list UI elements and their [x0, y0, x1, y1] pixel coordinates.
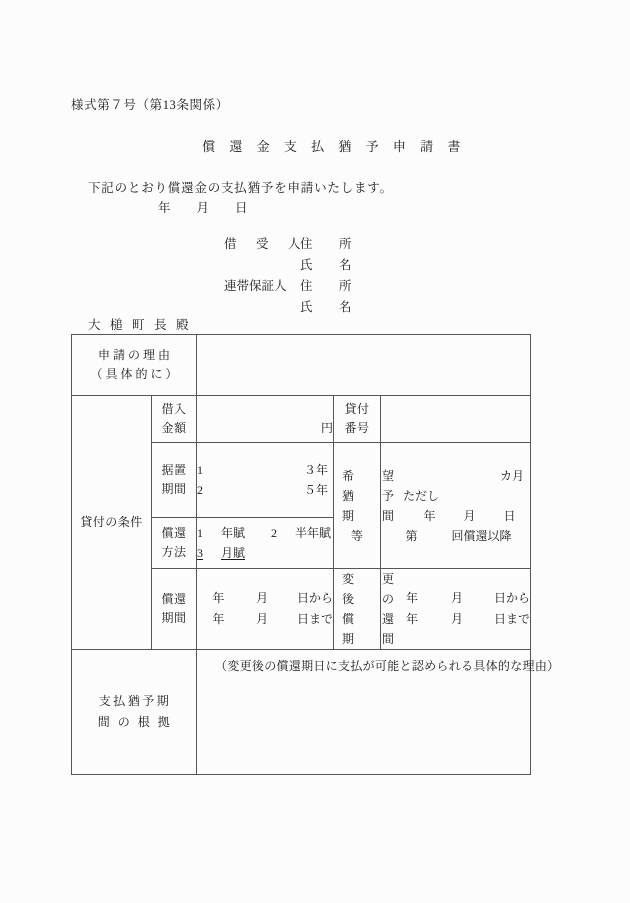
conditions-label: 貸付の条件	[80, 515, 143, 529]
date-day-label: 日	[235, 201, 248, 215]
hope-nth-prefix: 第	[405, 528, 418, 543]
basis-input-cell[interactable]	[197, 650, 560, 775]
deferment-option-2[interactable]	[197, 480, 333, 500]
changed-period-input-cell[interactable]	[381, 569, 531, 650]
repayment-period-label-line1: 償還	[161, 592, 187, 606]
repayment-method-opt2-num: 2	[271, 526, 278, 540]
loan-number-input-cell[interactable]	[381, 396, 531, 443]
hope-date-year: 年	[423, 508, 436, 523]
hope-nth-suffix: 回償還以降	[451, 528, 512, 543]
hope-deferment-label-cell	[334, 443, 403, 569]
repayment-period-to-line	[197, 609, 333, 630]
deferment-label-line1: 据置	[161, 463, 187, 477]
changed-period-to-day: 日まで	[494, 612, 531, 626]
changed-period-label-1: 変 更	[342, 572, 403, 586]
loan-amount-label-cell	[152, 396, 197, 443]
guarantor-name-label: 氏 名	[300, 300, 359, 314]
reason-label-cell	[72, 335, 197, 396]
hope-however-label: ただし	[403, 488, 440, 503]
hope-deferment-label-2: 猶 予	[342, 488, 403, 503]
basis-label-line1: 支払猶予期	[98, 694, 172, 708]
signature-block	[224, 234, 359, 318]
loan-amount-unit: 円	[321, 421, 334, 435]
deferment-option-2-value: ５年	[304, 483, 329, 497]
borrower-name-label: 氏 名	[300, 258, 359, 272]
repayment-period-to-year: 年	[212, 612, 225, 626]
loan-number-label-cell	[334, 396, 381, 443]
changed-period-label-2: 後 の	[342, 592, 403, 606]
basis-label-cell	[72, 650, 197, 775]
repayment-method-label-line2: 方法	[161, 545, 187, 559]
application-date-line	[158, 198, 248, 216]
repayment-method-options-cell[interactable]	[197, 518, 334, 569]
repayment-method-label-cell	[152, 518, 197, 569]
hope-deferment-input-cell[interactable]	[381, 443, 531, 569]
repayment-method-label-line1: 償還	[161, 526, 187, 540]
repayment-method-opt2-text: 半年賦	[295, 526, 332, 540]
conditions-label-cell	[72, 396, 152, 650]
loan-amount-input-cell[interactable]	[197, 396, 334, 443]
loan-number-label-line2: 番号	[344, 421, 370, 435]
repayment-method-opt3-text: 月賦	[221, 546, 246, 560]
reason-input-cell[interactable]	[197, 335, 531, 396]
changed-period-to-line	[381, 609, 530, 630]
guarantor-name-row	[224, 297, 359, 318]
changed-period-from-line	[381, 588, 530, 609]
repayment-method-line1[interactable]	[197, 523, 333, 543]
borrower-name-row	[224, 255, 359, 276]
repayment-period-from-day: 日から	[297, 591, 334, 605]
date-month-label: 月	[196, 201, 210, 215]
hope-deferment-label-3: 期 間	[342, 508, 403, 523]
borrower-address-row	[224, 234, 359, 255]
addressee-line: 大 槌 町 長 殿	[88, 318, 192, 332]
repayment-period-from-month: 月	[256, 591, 269, 605]
deferment-label-line2: 期間	[161, 482, 187, 496]
lead-paragraph: 下記のとおり償還金の支払猶予を申請いたします。	[88, 181, 393, 195]
repayment-method-opt3-num: 3	[197, 546, 204, 560]
basis-label-line2: 間 の 根 拠	[97, 715, 173, 729]
hope-date-day: 日	[503, 508, 516, 523]
table-row-basis	[72, 650, 531, 775]
repayment-method-line2[interactable]	[197, 543, 333, 563]
reason-label-line1: 申請の理由	[98, 348, 174, 362]
repayment-method-opt1-text: 年賦	[221, 526, 246, 540]
repayment-method-opt1-num: 1	[197, 526, 204, 540]
deferment-option-1[interactable]	[197, 460, 333, 480]
hope-date-month: 月	[463, 508, 476, 523]
loan-amount-label-line2: 金額	[161, 421, 187, 435]
borrower-label: 借 受 人	[224, 237, 305, 251]
repayment-period-from-year: 年	[212, 591, 225, 605]
table-row-loan-amount	[72, 396, 531, 443]
application-table	[71, 334, 560, 775]
borrower-address-label: 住 所	[300, 237, 359, 251]
repayment-period-from-line	[197, 588, 333, 609]
page-title: 償 還 金 支 払 猶 予 申 請 書	[202, 139, 466, 154]
changed-period-label-4: 期 間	[342, 632, 403, 646]
changed-period-from-month: 月	[451, 591, 464, 605]
table-row-reason	[72, 335, 531, 396]
basis-note: （変更後の償還期日に支払が可能と認められる具体的な理由）	[215, 659, 560, 673]
hope-deferment-label-1: 希 望	[342, 468, 403, 483]
form-number: 様式第７号（第13条関係）	[71, 98, 229, 112]
loan-amount-value	[197, 400, 333, 419]
reason-label-line2: （具体的に）	[90, 367, 181, 381]
guarantor-label: 連帯保証人	[224, 279, 287, 293]
hope-months-unit: カ月	[500, 468, 525, 483]
hope-date-line	[381, 506, 530, 526]
changed-period-from-year: 年	[406, 591, 419, 605]
hope-nth-line	[381, 526, 530, 546]
loan-amount-label-line1: 借入	[161, 402, 187, 416]
changed-period-to-month: 月	[451, 612, 464, 626]
deferment-option-1-num: 1	[197, 463, 204, 477]
deferment-options-cell[interactable]	[197, 443, 334, 518]
changed-period-label-3: 償 還	[342, 612, 403, 626]
guarantor-address-label: 住 所	[300, 279, 359, 293]
loan-number-label-line1: 貸付	[344, 402, 370, 416]
deferment-label-cell	[152, 443, 197, 518]
changed-period-to-year: 年	[406, 612, 419, 626]
deferment-option-2-num: 2	[197, 483, 204, 497]
date-year-label: 年	[158, 201, 171, 215]
repayment-period-input-cell[interactable]	[197, 569, 334, 650]
hope-deferment-label-4: 等	[351, 528, 364, 543]
deferment-option-1-value: ３年	[304, 463, 329, 477]
repayment-period-label-cell	[152, 569, 197, 650]
changed-period-from-day: 日から	[494, 591, 531, 605]
repayment-period-to-day: 日まで	[297, 612, 334, 626]
repayment-period-to-month: 月	[256, 612, 269, 626]
changed-period-label-cell	[334, 569, 403, 650]
guarantor-address-row	[224, 276, 359, 297]
repayment-period-label-line2: 期間	[161, 611, 187, 625]
